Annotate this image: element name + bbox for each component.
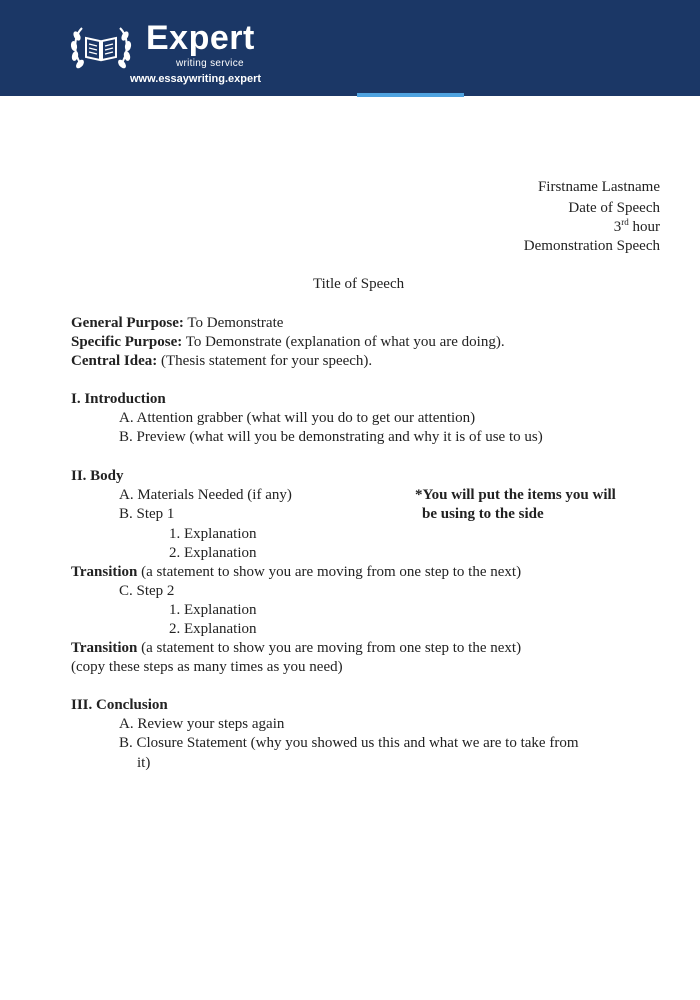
- speech-title: Title of Speech: [313, 276, 405, 292]
- general-purpose-value: To Demonstrate: [183, 315, 284, 331]
- intro-heading: I. Introduction: [71, 391, 166, 407]
- transition-2-text: (a statement to show you are moving from one step to the next): [137, 640, 522, 656]
- body-item-a: A. Materials Needed (if any): [119, 487, 292, 503]
- body-item-c: C. Step 2: [119, 583, 175, 599]
- transition-1-text: (a statement to show you are moving from one step to the next): [137, 564, 522, 580]
- body-heading: II. Body: [71, 468, 124, 484]
- central-idea: [71, 352, 372, 371]
- intro-item-a: A. Attention grabber (what will you do to get our attention): [119, 410, 476, 426]
- heading-hour: [614, 218, 660, 237]
- central-idea-label: Central Idea:: [71, 353, 158, 369]
- header-banner: [0, 0, 700, 96]
- header-accent-bar: [357, 93, 464, 97]
- conclusion-item-b: B. Closure Statement (why you showed us this and what we are to take from: [119, 735, 579, 751]
- body-c-explanation-1: 1. Explanation: [169, 602, 257, 618]
- hour-number: 3: [613, 219, 622, 235]
- brand-url[interactable]: www.essaywriting.expert: [130, 73, 262, 85]
- conclusion-item-a: A. Review your steps again: [119, 716, 285, 732]
- conclusion-item-b-cont: it): [137, 755, 151, 771]
- body-b-explanation-2: 2. Explanation: [169, 545, 257, 561]
- intro-item-b: B. Preview (what will you be demonstrating and why it is of use to us): [119, 429, 543, 445]
- hour-text: hour: [628, 219, 660, 235]
- specific-purpose-label: Specific Purpose:: [71, 334, 183, 350]
- brand-name: Expert: [146, 19, 255, 57]
- general-purpose-label: General Purpose:: [71, 315, 184, 331]
- copy-note: (copy these steps as many times as you need): [71, 659, 343, 675]
- brand-tagline: writing service: [176, 58, 244, 69]
- general-purpose: [71, 314, 283, 333]
- specific-purpose: [71, 333, 505, 352]
- conclusion-heading: III. Conclusion: [71, 697, 168, 713]
- body-b-explanation-1: 1. Explanation: [169, 526, 257, 542]
- transition-2: [71, 639, 521, 658]
- side-note-line-2: be using to the side: [422, 506, 544, 522]
- heading-name: Firstname Lastname: [537, 179, 660, 195]
- hour-suffix: rd: [621, 217, 629, 227]
- transition-1-label: Transition: [71, 564, 138, 580]
- transition-2-label: Transition: [71, 640, 138, 656]
- heading-date: Date of Speech: [568, 200, 660, 216]
- specific-purpose-value: To Demonstrate (explanation of what you are doing).: [182, 334, 505, 350]
- side-note-line-1: *You will put the items you will: [415, 487, 616, 503]
- book-laurel-icon: [68, 22, 134, 74]
- body-c-explanation-2: 2. Explanation: [169, 621, 257, 637]
- body-item-b: B. Step 1: [119, 506, 175, 522]
- heading-type: Demonstration Speech: [523, 238, 660, 254]
- central-idea-value: (Thesis statement for your speech).: [157, 353, 373, 369]
- transition-1: [71, 563, 521, 582]
